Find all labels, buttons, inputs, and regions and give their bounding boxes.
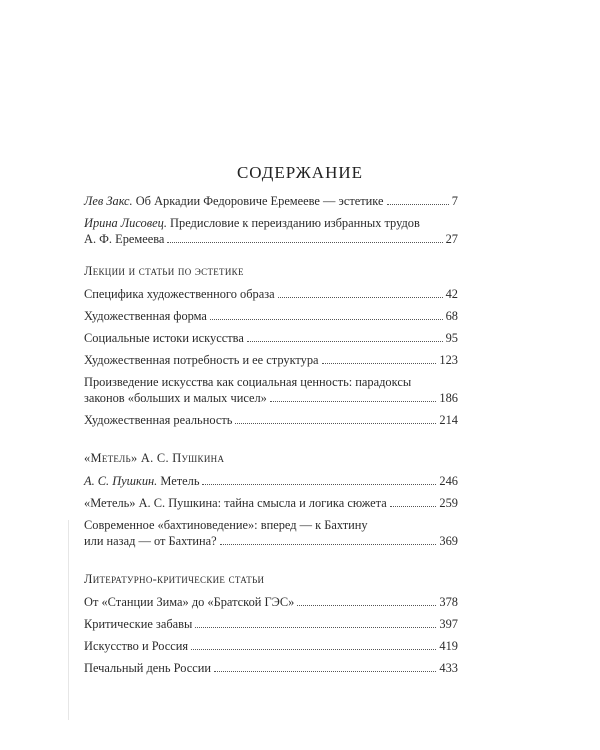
toc-entry-text: Современное «бахтиноведение»: вперед — к Бахтину (84, 518, 368, 532)
toc-entry-author: Ирина Лисовец. (84, 216, 167, 230)
dot-leader (191, 648, 436, 650)
toc-entry[interactable] (84, 330, 458, 346)
toc-entry[interactable] (84, 308, 458, 324)
toc-entry-text: Произведение искусства как социальная ценность: парадоксы (84, 375, 412, 389)
toc-entry[interactable] (84, 638, 458, 654)
dot-leader (202, 483, 436, 485)
toc-entry[interactable] (84, 660, 458, 676)
toc-entry-author: А. С. Пушкин. (84, 474, 158, 488)
dot-leader (195, 626, 436, 628)
table-of-contents (84, 193, 458, 682)
toc-page-number: 42 (445, 287, 458, 301)
toc-entry-text: От «Станции Зима» до «Братской ГЭС» (84, 595, 295, 609)
toc-page-number: 246 (439, 474, 458, 488)
toc-entry[interactable] (84, 193, 458, 209)
toc-entry-text: Печальный день России (84, 661, 212, 675)
toc-entry[interactable] (84, 286, 458, 302)
toc-entry[interactable] (84, 616, 458, 632)
toc-entry-text-continued: или назад — от Бахтина? (84, 534, 217, 548)
toc-page-number: 259 (439, 496, 458, 510)
toc-page-number: 7 (451, 194, 458, 208)
toc-entry-text: Социальные истоки искусства (84, 331, 244, 345)
toc-entry-text: Специфика художественного образа (84, 287, 275, 301)
toc-page-number: 369 (439, 534, 458, 548)
dot-leader (278, 296, 443, 298)
toc-entry[interactable] (84, 473, 458, 489)
toc-page-number: 123 (439, 353, 458, 367)
toc-page-number: 378 (439, 595, 458, 609)
page-title: СОДЕРЖАНИЕ (236, 163, 364, 182)
dot-leader (387, 203, 449, 205)
page-edge-mark (68, 520, 69, 720)
dot-leader (214, 670, 436, 672)
toc-entry-text: Художественная потребность и ее структура (84, 353, 319, 367)
toc-entry-text-continued: законов «больших и малых чисел» (84, 391, 267, 405)
dot-leader (297, 604, 436, 606)
dot-leader (270, 400, 437, 402)
toc-page-number: 433 (439, 661, 458, 675)
toc-entry[interactable] (84, 517, 458, 549)
toc-entry-text: Художественная форма (84, 309, 207, 323)
toc-entry[interactable] (84, 594, 458, 610)
section-heading: «Метель» А. С. Пушкина (84, 451, 225, 465)
toc-entry-text: Искусство и Россия (84, 639, 189, 653)
toc-entry[interactable] (84, 215, 458, 247)
toc-entry-text: Критические забавы (84, 617, 193, 631)
toc-entry-author: Лев Закс. (84, 194, 133, 208)
toc-page-number: 68 (445, 309, 458, 323)
section-heading: Лекции и статьи по эстетике (84, 264, 244, 278)
toc-entry[interactable] (84, 352, 458, 368)
toc-entry[interactable] (84, 495, 458, 511)
toc-page-number: 214 (439, 413, 458, 427)
toc-entry-text-continued: А. Ф. Еремеева (84, 232, 165, 246)
toc-page-number: 186 (439, 391, 458, 405)
dot-leader (210, 318, 443, 320)
toc-entry-text: Ирина Лисовец. Предисловие к переизданию избранных трудов (84, 216, 420, 230)
dot-leader (390, 505, 437, 507)
toc-page-number: 27 (445, 232, 458, 246)
toc-entry-text: А. С. Пушкин. Метель (84, 474, 200, 488)
toc-page-number: 419 (439, 639, 458, 653)
toc-entry[interactable] (84, 374, 458, 406)
toc-page-number: 397 (439, 617, 458, 631)
toc-entry-text: Лев Закс. Об Аркадии Федоровиче Еремееве — эстетике (84, 194, 384, 208)
dot-leader (247, 340, 443, 342)
toc-entry[interactable] (84, 412, 458, 428)
toc-entry-text: Художественная реальность (84, 413, 233, 427)
dot-leader (322, 362, 437, 364)
dot-leader (167, 241, 442, 243)
toc-page-number: 95 (445, 331, 458, 345)
toc-entry-text: «Метель» А. С. Пушкина: тайна смысла и логика сюжета (84, 496, 387, 510)
dot-leader (235, 422, 436, 424)
dot-leader (220, 543, 437, 545)
section-heading: Литературно-критические статьи (84, 572, 265, 586)
